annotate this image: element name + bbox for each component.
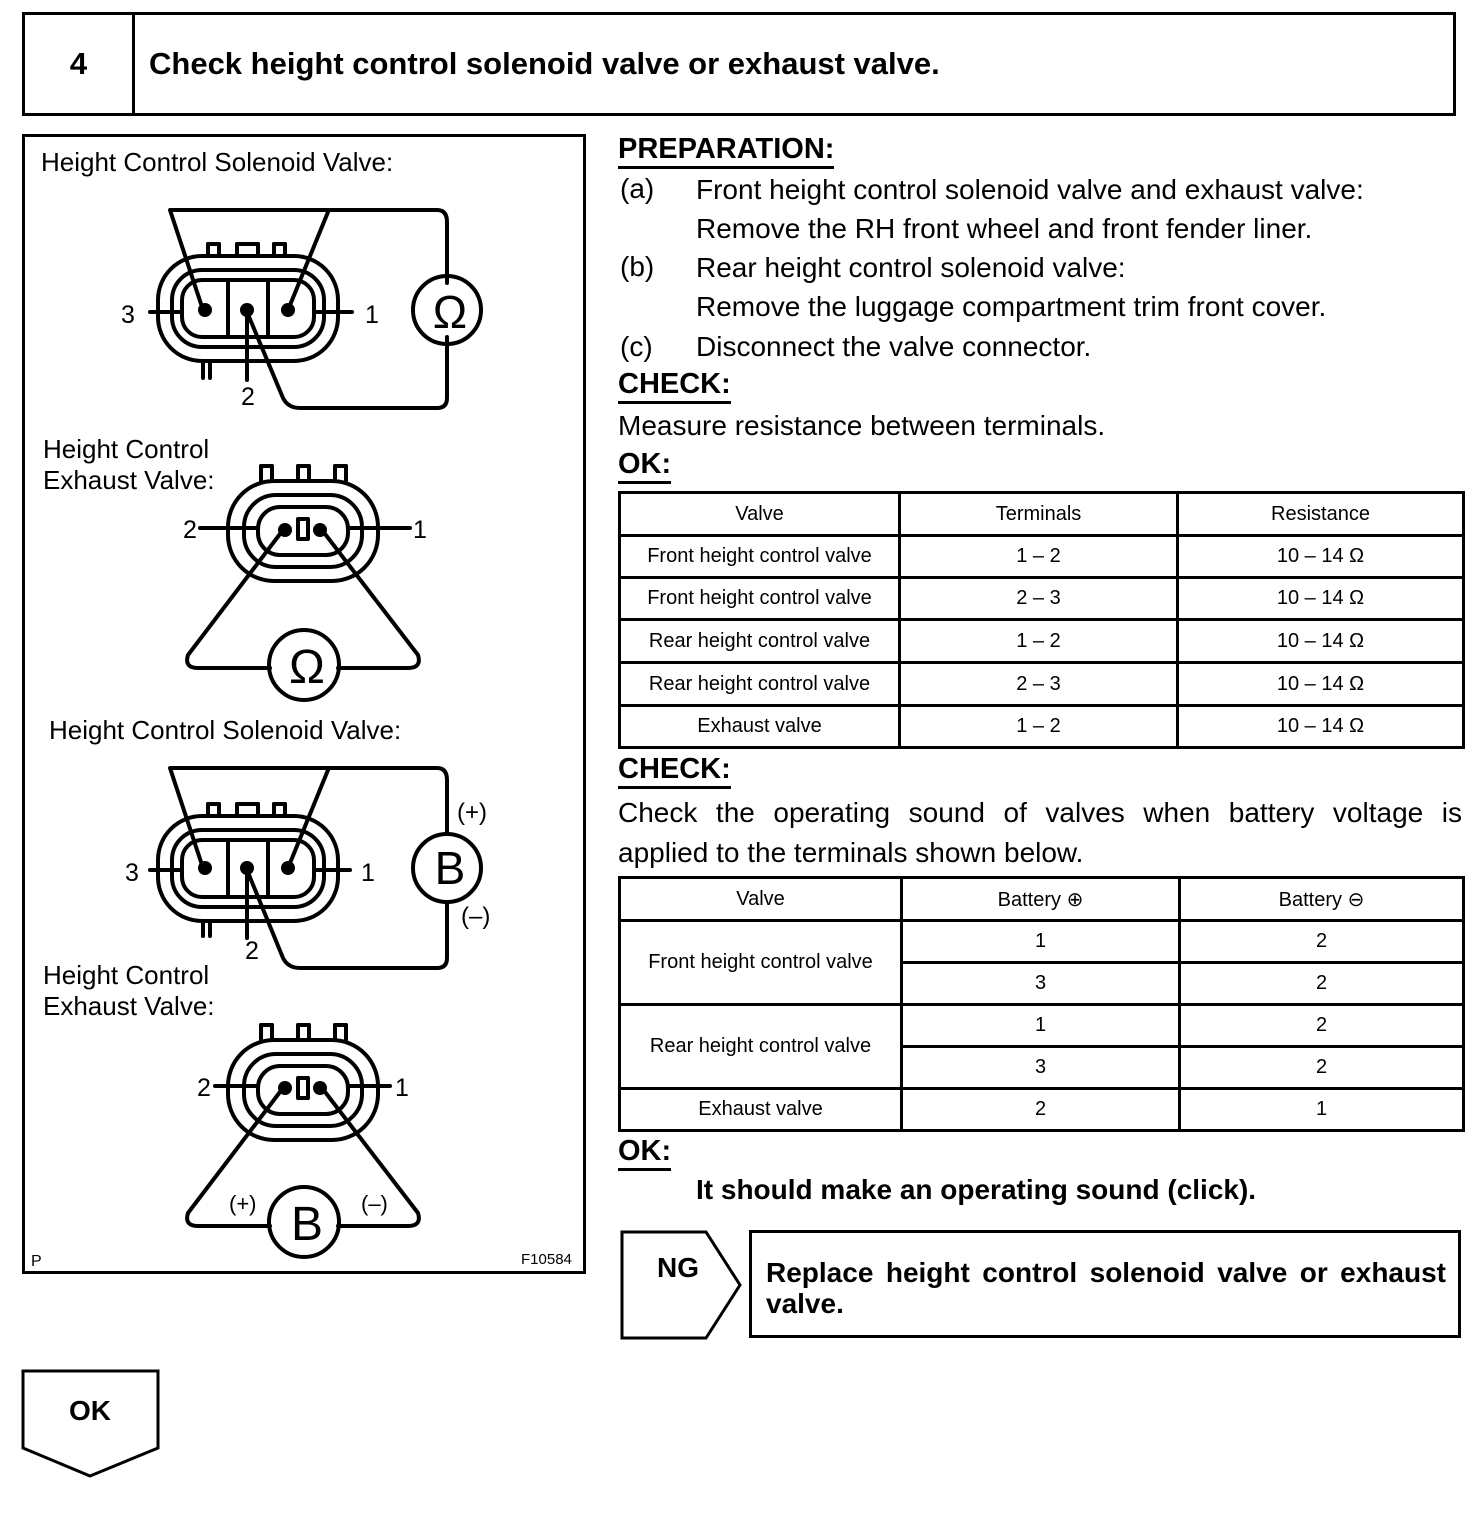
table-cell: Exhaust valve bbox=[620, 1089, 902, 1131]
figure-corner-code: P bbox=[31, 1253, 42, 1270]
table-row bbox=[620, 1005, 1464, 1047]
battery-plus-label: (+) bbox=[229, 1191, 257, 1216]
step-number: 4 bbox=[25, 15, 135, 113]
resistance-table bbox=[618, 491, 1465, 749]
ng-action-text: Replace height control solenoid valve or exhaust valve. bbox=[766, 1257, 1446, 1319]
table-cell: 2 – 3 bbox=[900, 578, 1178, 620]
table-cell: Exhaust valve bbox=[620, 706, 900, 748]
table-cell: 1 – 2 bbox=[900, 620, 1178, 663]
table-cell: 1 bbox=[902, 921, 1180, 963]
table-cell: 1 bbox=[1180, 1089, 1464, 1131]
table-cell: Rear height control valve bbox=[620, 1005, 902, 1089]
prep-item-key: (c) bbox=[620, 331, 653, 362]
table-row bbox=[620, 1089, 1464, 1131]
check-heading: CHECK: bbox=[618, 368, 731, 404]
table-header: Battery ⊕ bbox=[902, 878, 1180, 921]
table-cell: Front height control valve bbox=[620, 921, 902, 1005]
table-header: Terminals bbox=[900, 493, 1178, 536]
figure-id: F10584 bbox=[521, 1251, 572, 1268]
label-exhaust-valve-1: Height Control Exhaust Valve: bbox=[43, 434, 215, 495]
label-exhaust-valve-2: Height Control Exhaust Valve: bbox=[43, 960, 215, 1021]
ng-label: NG bbox=[657, 1252, 699, 1283]
table-cell: Front height control valve bbox=[620, 578, 900, 620]
table-header: Resistance bbox=[1178, 493, 1464, 536]
table-cell: 10 – 14 Ω bbox=[1178, 536, 1464, 578]
table-cell: 3 bbox=[902, 1047, 1180, 1089]
table-cell: 10 – 14 Ω bbox=[1178, 706, 1464, 748]
ok-condition: It should make an operating sound (click). bbox=[696, 1174, 1257, 1205]
label-solenoid-valve-1: Height Control Solenoid Valve: bbox=[41, 147, 394, 177]
table-cell: Front height control valve bbox=[620, 536, 900, 578]
ohmmeter-icon: Ω bbox=[289, 641, 325, 694]
terminal-3-label: 3 bbox=[125, 859, 139, 887]
table-cell: 2 bbox=[902, 1089, 1180, 1131]
table-header: Battery ⊖ bbox=[1180, 878, 1464, 921]
ohmmeter-icon: Ω bbox=[432, 286, 468, 338]
table-header: Valve bbox=[620, 493, 900, 536]
table-cell: 2 bbox=[1180, 1047, 1464, 1089]
table-cell: 2 bbox=[1180, 921, 1464, 963]
table-cell: 2 bbox=[1180, 963, 1464, 1005]
check-instruction: Measure resistance between terminals. bbox=[618, 410, 1106, 441]
table-cell: Rear height control valve bbox=[620, 663, 900, 706]
check-heading: CHECK: bbox=[618, 753, 731, 789]
battery-icon: B bbox=[290, 1198, 323, 1251]
battery-minus-label: (–) bbox=[461, 903, 491, 930]
table-cell: 10 – 14 Ω bbox=[1178, 663, 1464, 706]
table-cell: 2 – 3 bbox=[900, 663, 1178, 706]
table-header-row bbox=[620, 493, 1464, 536]
step-header bbox=[22, 12, 1456, 116]
table-cell: 10 – 14 Ω bbox=[1178, 578, 1464, 620]
terminal-3-label: 3 bbox=[121, 301, 135, 329]
operating-sound-table bbox=[618, 876, 1465, 1132]
preparation-heading: PREPARATION: bbox=[618, 133, 834, 169]
table-row bbox=[620, 620, 1464, 663]
label-solenoid-valve-2: Height Control Solenoid Valve: bbox=[49, 715, 402, 745]
table-row bbox=[620, 706, 1464, 748]
ok-flow-label: OK bbox=[69, 1395, 111, 1426]
wiring-figure bbox=[22, 134, 586, 1274]
prep-item-text: Rear height control solenoid valve: Remove the luggage compartment trim front cover. bbox=[696, 252, 1327, 322]
table-cell: 1 – 2 bbox=[900, 706, 1178, 748]
table-cell: 1 bbox=[902, 1005, 1180, 1047]
ok-heading: OK: bbox=[618, 1135, 671, 1171]
terminal-2-label: 2 bbox=[197, 1074, 211, 1102]
ng-action-box bbox=[749, 1230, 1461, 1338]
table-header-row bbox=[620, 878, 1464, 921]
table-header: Valve bbox=[620, 878, 902, 921]
connector-diagrams bbox=[25, 137, 583, 1271]
terminal-1-label: 1 bbox=[365, 301, 379, 329]
battery-minus-label: (–) bbox=[361, 1191, 388, 1216]
prep-item-key: (a) bbox=[620, 173, 655, 204]
table-cell: 3 bbox=[902, 963, 1180, 1005]
table-cell: 10 – 14 Ω bbox=[1178, 620, 1464, 663]
terminal-1-label: 1 bbox=[361, 859, 375, 887]
ng-flow-tag bbox=[620, 1230, 746, 1342]
terminal-2-label: 2 bbox=[241, 383, 255, 411]
prep-item-key: (b) bbox=[620, 251, 655, 282]
check-instruction: Check the operating sound of valves when battery voltage is applied to the terminals shown below. bbox=[618, 797, 1462, 868]
terminal-2-label: 2 bbox=[245, 937, 259, 965]
battery-icon: B bbox=[434, 842, 466, 894]
table-row bbox=[620, 921, 1464, 963]
table-cell: Rear height control valve bbox=[620, 620, 900, 663]
terminal-1-label: 1 bbox=[395, 1074, 409, 1102]
table-row bbox=[620, 663, 1464, 706]
table-cell: 2 bbox=[1180, 1005, 1464, 1047]
table-row bbox=[620, 536, 1464, 578]
prep-item-text: Disconnect the valve connector. bbox=[696, 331, 1092, 362]
terminal-1-label: 1 bbox=[413, 516, 427, 544]
step-title: Check height control solenoid valve or exhaust valve. bbox=[149, 46, 940, 81]
ok-heading: OK: bbox=[618, 448, 671, 484]
terminal-2-label: 2 bbox=[183, 516, 197, 544]
prep-item-text: Front height control solenoid valve and exhaust valve: Remove the RH front wheel and front fender liner. bbox=[696, 174, 1364, 244]
table-row bbox=[620, 578, 1464, 620]
table-cell: 1 – 2 bbox=[900, 536, 1178, 578]
battery-plus-label: (+) bbox=[457, 799, 487, 826]
